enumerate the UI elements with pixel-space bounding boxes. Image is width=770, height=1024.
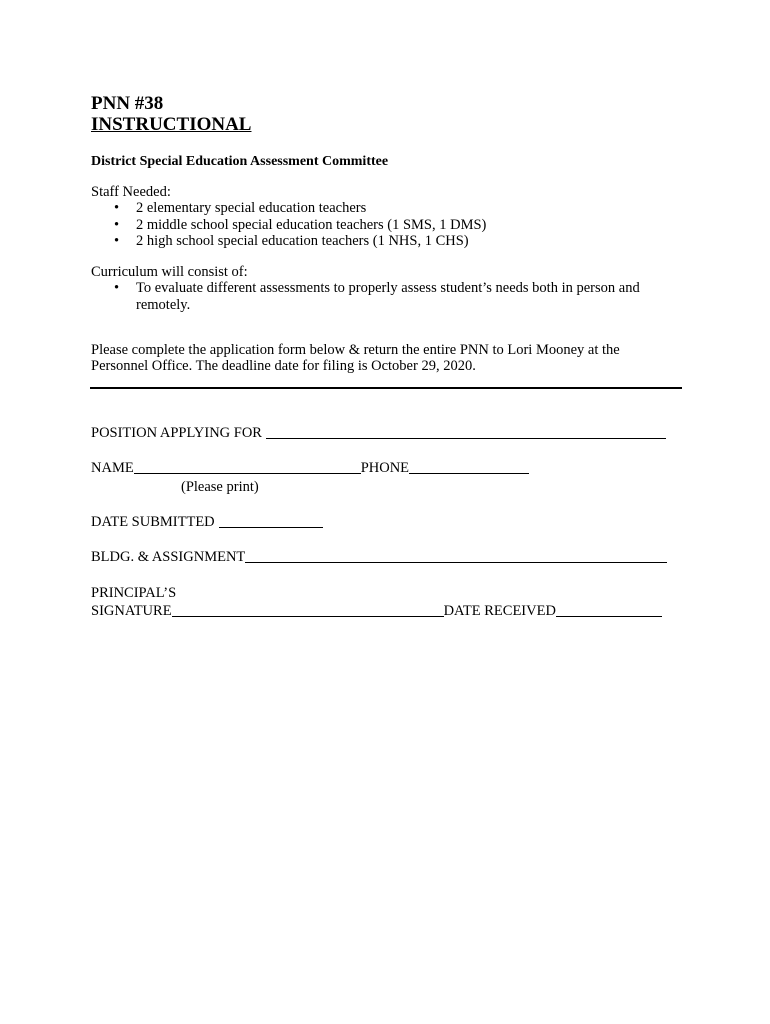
phone-label: PHONE xyxy=(360,460,410,476)
date-received-label: DATE RECEIVED xyxy=(443,603,556,619)
section-divider xyxy=(90,387,682,389)
date-submitted-row xyxy=(91,514,323,530)
position-row xyxy=(91,425,666,441)
signature-row xyxy=(91,603,662,619)
signature-label: SIGNATURE xyxy=(91,603,172,619)
date-submitted-label: DATE SUBMITTED xyxy=(91,514,215,530)
staff-needed-label: Staff Needed: xyxy=(91,184,171,200)
position-label: POSITION APPLYING FOR xyxy=(91,425,262,441)
date-submitted-input[interactable] xyxy=(219,515,323,528)
pnn-number: PNN #38 xyxy=(91,93,164,114)
bldg-input[interactable] xyxy=(245,550,667,563)
print-note: (Please print) xyxy=(181,479,259,495)
list-item: • To evaluate different assessments to properly assess student’s needs both in person and remotely. xyxy=(91,280,676,313)
curriculum-list xyxy=(91,280,711,313)
staff-list xyxy=(91,200,696,250)
list-item: • 2 high school special education teachers (1 NHS, 1 CHS) xyxy=(91,233,696,250)
list-item: • 2 middle school special education teachers (1 SMS, 1 DMS) xyxy=(91,217,696,234)
phone-input[interactable] xyxy=(409,461,529,474)
pnn-category: INSTRUCTIONAL xyxy=(91,114,252,135)
name-input[interactable] xyxy=(134,461,361,474)
bldg-label: BLDG. & ASSIGNMENT xyxy=(91,549,246,565)
list-item: • 2 elementary special education teachers xyxy=(91,200,696,217)
date-received-input[interactable] xyxy=(556,604,662,617)
bldg-row xyxy=(91,549,667,565)
instructions-line-1: Please complete the application form below & return the entire PNN to Lori Mooney at the xyxy=(91,342,620,358)
signature-input[interactable] xyxy=(172,604,444,617)
principal-label: PRINCIPAL’S xyxy=(91,585,177,601)
name-row xyxy=(91,460,529,476)
position-input[interactable] xyxy=(266,426,666,439)
instructions-line-2: Personnel Office. The deadline date for filing is October 29, 2020. xyxy=(91,358,476,374)
committee-heading: District Special Education Assessment Committee xyxy=(91,154,389,169)
name-label: NAME xyxy=(91,460,134,476)
curriculum-label: Curriculum will consist of: xyxy=(91,264,248,280)
